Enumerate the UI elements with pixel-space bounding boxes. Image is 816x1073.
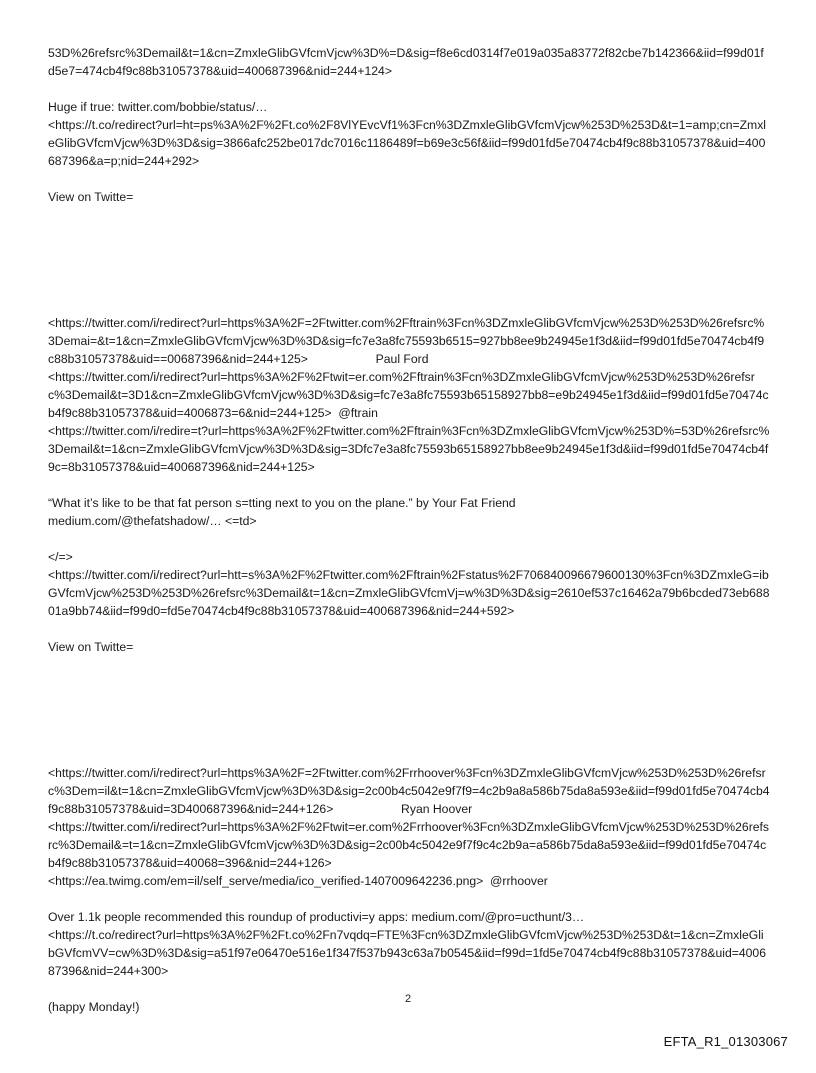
text-block-huge-if-true: Huge if true: twitter.com/bobbie/status/… <https://t.co/redirect?url=ht=ps%3A%2F%2Ft.co%2F8VlYEvcVf1%3Fcn%3DZmxleGlibGVfcmVjcw%253D%253D&t=1=amp;cn=ZmxleGlibGVfcmVjcw%3D%3D&sig=3866afc252be017dc7016c1186489f=b69e3c56f&iid=f99d01fd5e70474cb4f9c88b31057378&uid=400687396&a=p;nid=244+292> (48, 100, 767, 168)
view-on-twitter-link-2: View on Twitte= (48, 640, 134, 654)
text-block-fat-friend: “What it’s like to be that fat person s=tting next to you on the plane.” by Your Fat Friend medium.com/@thefatshadow/… <=td> (48, 496, 516, 528)
page-number: 2 (404, 993, 412, 1005)
text-block-url-tail: 53D%26refsrc%3Demail&t=1&cn=ZmxleGlibGVfcmVjcw%3D%=D&sig=f8e6cd0314f7e019a035a83772f82cbe7b142366&iid=f99d01fd5e7=474cb4f9c88b31057378&uid=400687396&nid=244+124> (48, 46, 764, 78)
text-block-status-link: </=> <https://twitter.com/i/redirect?url=htt=s%3A%2F%2Ftwitter.com%2Fftrain%2Fstatus%2F706840096679600130%3Fcn%3DZmxleG=ibGVfcmVjcw%253D%253D%26refsrc%3Demail&t=1&cn=ZmxleGlibGVfcmVj=w%3D%3D&sig=2610ef537c16462a79b6bcded73eb68801a9bb74&iid=f99d0=fd5e70474cb4f9c88b31057378&uid=400687396&nid=244+592> (48, 550, 770, 618)
document-id: EFTA_R1_01303067 (663, 1034, 788, 1049)
text-block-productivity-apps: Over 1.1k people recommended this roundup of productivi=y apps: medium.com/@pro=ucthunt/3… <https://t.co/redirect?url=https%3A%2F%2Ft.co%2Fn7vqdq=FTE%3Fcn%3DZmxleGlibGVfcmVjcw%253D%253D&t=1&cn=ZmxleGlibGVfcmVV=cw%3D%3D&sig=a51f97e06470e516e1f347f537b943c63a7b0545&iid=f99d=1fd5e70474cb4f9c88b31057378&uid=400687396&nid=244+300> (48, 910, 766, 978)
text-block-happy-monday: (happy Monday!) (48, 1000, 140, 1014)
text-block-ryan-hoover: <https://twitter.com/i/redirect?url=https%3A%2F=2Ftwitter.com%2Frrhoover%3Fcn%3DZmxleGlibGVfcmVjcw%253D%253D%26refsrc%3Dem=il&t=1&cn=ZmxleGlibGVfcmVjcw%3D%3D&sig=2c00b4c5042e9f7f9=4c2b9a8a586b75da8a593e&iid=f99d01fd5e70474cb4f9c88b31057378&uid=3D400687396&nid=244+126> Ryan Hoover <https://twitter.com/i/redirect?url=https%3A%2F%2Ftwit=er.com%2Frrhoover%3Fcn%3DZmxleGlibGVfcmVjcw%253D%253D%26refsrc%3Demail&=t=1&cn=ZmxleGlibGVfcmVjcw%3D%3D&sig=2c00b4c5042e9f7f9c4c2b9a=a586b75da8a593e&iid=f99d01fd5e70474cb4f9c88b31057378&uid=40068=396&nid=244+126> <https://ea.twimg.com/em=il/self_serve/media/ico_verified-1407009642236.png> @rrhoover (48, 766, 770, 888)
view-on-twitter-link-1: View on Twitte= (48, 190, 134, 204)
embedded-image-gap-1 (48, 224, 770, 314)
email-body (48, 44, 770, 1034)
embedded-image-gap-2 (48, 674, 770, 764)
text-block-paul-ford: <https://twitter.com/i/redirect?url=https%3A%2F=2Ftwitter.com%2Fftrain%3Fcn%3DZmxleGlibGVfcmVjcw%253D%253D%26refsrc%3Demai=&t=1&cn=ZmxleGlibGVfcmVjcw%3D%3D&sig=fc7e3a8fc75593b6515=927bb8ee9b24945e1f3d&iid=f99d01fd5e70474cb4f9c88b31057378&uid==00687396&nid=244+125> Paul Ford <https://twitter.com/i/redirect?url=https%3A%2F%2Ftwit=er.com%2Fftrain%3Fcn%3DZmxleGlibGVfcmVjcw%253D%253D%26refsrc%3Demail&t=3D1&cn=ZmxleGlibGVfcmVjcw%3D%3D&sig=fc7e3a8fc75593b65158927bb8=e9b24945e1f3d&iid=f99d01fd5e70474cb4f9c88b31057378&uid=4006873=6&nid=244+125> @ftrain <https://twitter.com/i/redire=t?url=https%3A%2F%2Ftwitter.com%2Fftrain%3Fcn%3DZmxleGlibGVfcmVjcw%253D%=53D%26refsrc%3Demail&t=1&cn=ZmxleGlibGVfcmVjcw%3D%3D&sig=3Dfc7e3a8fc75593b65158927bb8ee9b24945e1f3d&iid=f99d01fd5e70474cb4f9c=8b31057378&uid=400687396&nid=244+125> (48, 316, 770, 474)
